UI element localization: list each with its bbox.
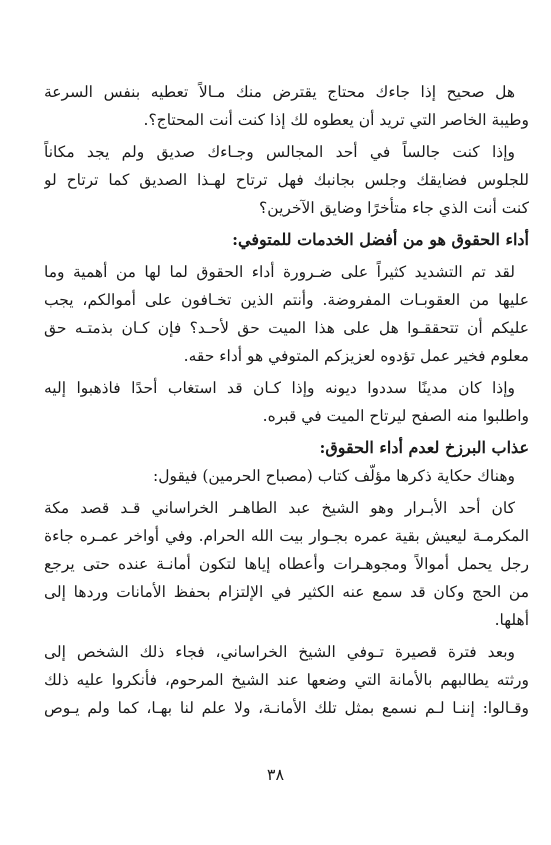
text-line: وقـالوا: إننـا لـم نسمع بمثل تلك الأمانـة، ولا علم لنا بهـا، كما ولم يـوص xyxy=(44,699,529,717)
text-line: كنت أنت الذي جاء متأخرًا وضايق الآخرين؟ xyxy=(259,199,529,217)
text-line: للجلوس فضايقك وجلس بجانبك فهل ترتاح لهـذا الصديق كما ترتاح لو xyxy=(44,171,529,189)
paragraph-4 xyxy=(44,374,529,430)
text-line: أهلها. xyxy=(494,611,529,629)
paragraph-5 xyxy=(44,462,529,490)
text-line: وإذا كان مدينًا سددوا ديونه وإذا كـان قد استغاب أحدًا فاذهبوا إليه xyxy=(44,379,515,397)
section-heading: عذاب البرزخ لعدم أداء الحقوق: xyxy=(319,438,529,457)
text-line: رجل يحمل أموالاً ومجوهـرات وأعطاه إياها لتكون أمانـة عنده حتى يرجع xyxy=(44,555,529,573)
paragraph-7 xyxy=(44,638,529,722)
text-line: المكرمـة ليعيش بقية عمره بجـوار بيت الله الحرام. وفي أواخر عمـره جاءة xyxy=(44,527,529,545)
text-line: عليها من العقوبـات المفروضة. وأنتم الذين تخـافون على أموالكم، يجب xyxy=(44,291,529,309)
page-number: ٣٨ xyxy=(266,765,285,784)
text-line: لقد تم التشديد كثيراً على ضـرورة أداء الحقوق لما لها من أهمية وما xyxy=(44,263,515,281)
text-line: ورثته يطالبهم بالأمانة التي وضعها عند الشيخ المرحوم، فأنكروا عليه ذلك xyxy=(44,671,529,689)
text-line: وبعد فترة قصيرة تـوفي الشيخ الخراساني، فجاء ذلك الشخص إلى xyxy=(44,643,515,661)
text-line: من الحج وكان قد سمع عنه الكثير في الإلتزام بحفظ الأمانات وردها إلى xyxy=(44,583,529,601)
text-line: عليكم أن تتحققـوا هل على هذا الميت حق لأحـد؟ فإن كـان بذمتـه حق xyxy=(44,319,529,337)
text-line: واطلبوا منه الصفح ليرتاح الميت في قبره. xyxy=(262,407,529,425)
section-heading: أداء الحقوق هو من أفضل الخدمات للمتوفي: xyxy=(232,230,529,249)
page-body xyxy=(44,78,529,722)
paragraph-1 xyxy=(44,78,529,134)
paragraph-6 xyxy=(44,494,529,634)
text-line: هل صحيح إذا جاءك محتاج يقترض منك مـالاً تعطيه بنفس السرعة xyxy=(44,83,515,101)
text-line: وطيبة الخاصر التي تريد أن يعطوه لك إذا كنت أنت المحتاج؟. xyxy=(143,111,529,129)
paragraph-3 xyxy=(44,258,529,370)
paragraph-2 xyxy=(44,138,529,222)
text-line: معلوم فخير عمل تؤدوه لعزيزكم المتوفي هو أداء حقه. xyxy=(183,347,529,365)
text-line: وإذا كنت جالساً في أحد المجالس وجـاءك صديق ولم يجد مكاناً xyxy=(44,143,515,161)
text-line: كان أحد الأبـرار وهو الشيخ عبد الطاهـر الخراساني قـد قصد مكة xyxy=(44,499,515,517)
text-line: وهناك حكاية ذكرها مؤلّف كتاب (مصباح الحرمين) فيقول: xyxy=(152,467,515,485)
